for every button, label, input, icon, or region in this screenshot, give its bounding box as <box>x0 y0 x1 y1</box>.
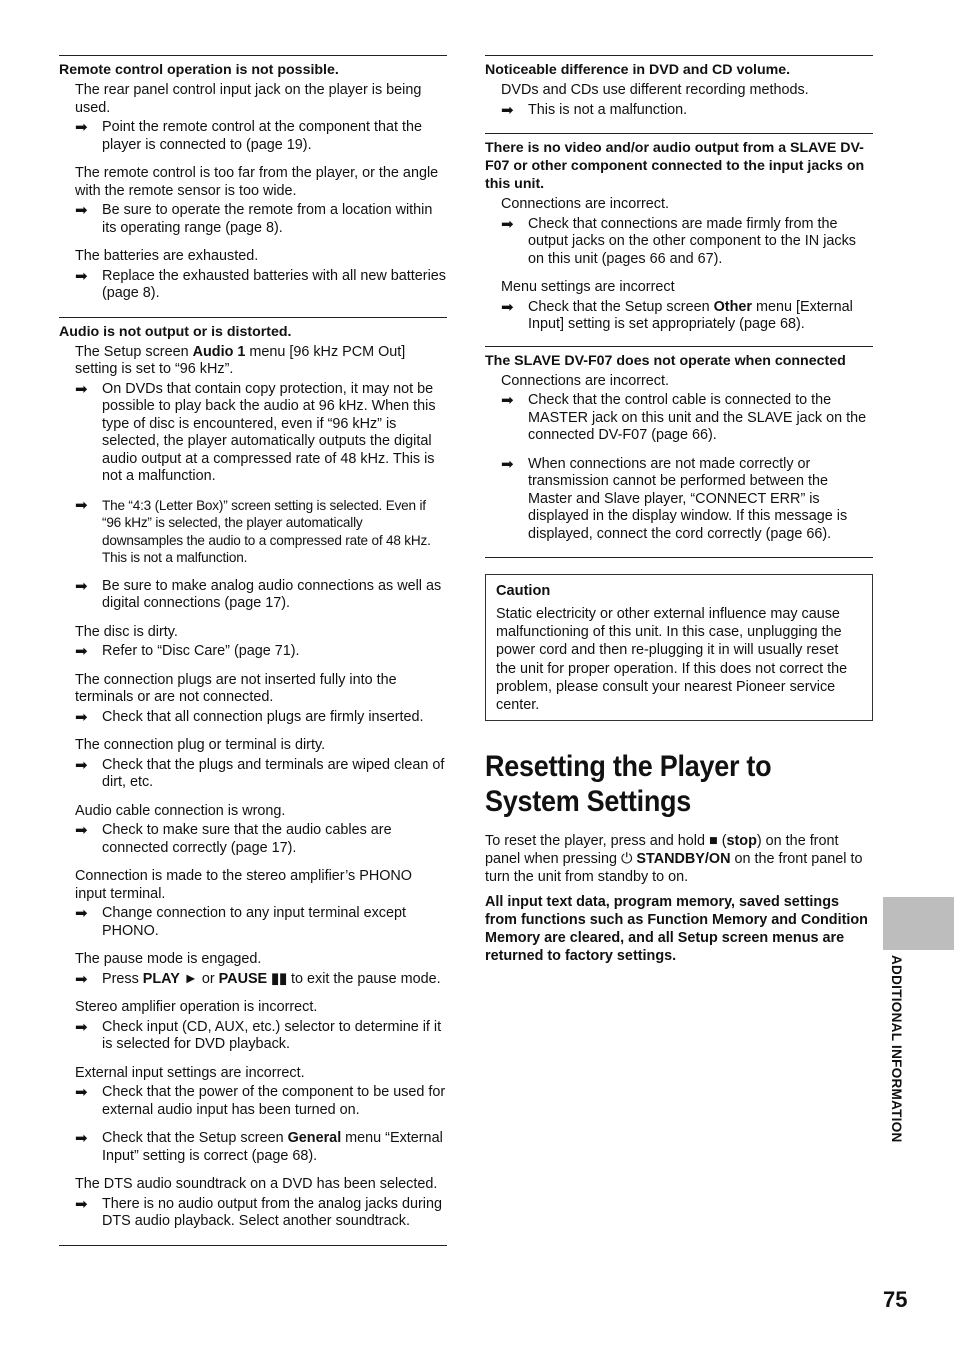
cause-text: The DTS audio soundtrack on a DVD has been selected. <box>75 1176 438 1192</box>
cause-text: The remote control is too far from the player, or the angle with the remote sensor is too wide. <box>75 165 439 199</box>
reset-instructions: To reset the player, press and hold ■ (stop) on the front panel when pressing ⏻ STANDBY/ON on the front panel to turn the unit from standby to on. <box>485 833 863 886</box>
cause-text: Audio cable connection is wrong. <box>75 802 286 819</box>
side-section-label: ADDITIONAL INFORMATION <box>889 955 904 1143</box>
cause-text: DVDs and CDs use different recording methods. <box>501 82 809 98</box>
arrow-right-icon: ➡ <box>75 970 88 988</box>
page-number: 75 <box>883 1287 908 1312</box>
solution-item: ➡ Check that the Setup screen General menu “External Input” setting is correct (page 68). <box>75 1130 443 1164</box>
solution-item: ➡ Be sure to operate the remote from a location within its operating range (page 8). <box>75 202 433 236</box>
section-slave-output <box>485 133 873 346</box>
section-remote <box>59 55 447 317</box>
solution-item: ➡ Press PLAY ► or PAUSE ▮▮ to exit the pause mode. <box>75 970 441 988</box>
arrow-right-icon: ➡ <box>75 1130 88 1147</box>
solution-item: ➡ When connections are not made correctly or transmission cannot be performed between the Master and Slave player, “CONNECT ERR” is displayed in the display window. If this message is displayed, connect the cord correctly (page 66). <box>501 455 848 542</box>
arrow-right-icon: ➡ <box>75 202 88 219</box>
arrow-right-icon: ➡ <box>501 455 514 473</box>
arrow-right-icon: ➡ <box>501 392 514 409</box>
arrow-right-icon: ➡ <box>75 1084 88 1101</box>
section-volume <box>485 55 873 133</box>
caution-text: Static electricity or other external influence may cause malfunctioning of this unit. In this case, unplugging the power cord and then re-plugging it in will usually reset the unit for proper operation. If this does not correct the problem, please consult your nearest Pioneer service center. <box>496 606 848 714</box>
cause-text: Connections are incorrect. <box>501 196 669 212</box>
arrow-right-icon: ➡ <box>75 643 88 660</box>
reset-warning: All input text data, program memory, saved settings from functions such as Function Memory and Condition Memory are cleared, and all Setup screen menus are returned to factory settings. <box>485 894 868 965</box>
solution-item: ➡ Check that the plugs and terminals are wiped clean of dirt, etc. <box>75 756 445 790</box>
solution-item: ➡ The “4:3 (Letter Box)” screen setting is selected. Even if “96 kHz” is selected, the player automatically downsamples the audio to a compressed rate of 48 kHz. This is not a malfunction. <box>75 496 431 565</box>
arrow-right-icon: ➡ <box>75 380 88 398</box>
arrow-right-icon: ➡ <box>75 756 88 774</box>
solution-item: ➡ Check that all connection plugs are firmly inserted. <box>75 708 424 726</box>
solution-item: ➡ Check input (CD, AUX, etc.) selector to determine if it is selected for DVD playback. <box>75 1018 442 1052</box>
solution-item: ➡ Point the remote control at the component that the player is connected to (page 19). <box>75 119 422 153</box>
solution-item: ➡ Check to make sure that the audio cables are connected correctly (page 17). <box>75 822 392 856</box>
play-button-label: PLAY ► <box>142 970 198 987</box>
cause-text: The connection plugs are not inserted fully into the terminals or are not connected. <box>75 671 397 705</box>
section-title: The SLAVE DV-F07 does not operate when connected <box>485 352 846 369</box>
section-slave-operate <box>485 346 873 559</box>
pause-button-label: PAUSE ▮▮ <box>218 970 287 987</box>
cause-text: Connection is made to the stereo amplifier’s PHONO input terminal. <box>75 868 412 902</box>
arrow-right-icon: ➡ <box>75 905 88 922</box>
solution-item: ➡ Check that the control cable is connected to the MASTER jack on this unit and the SLAVE jack on the connected DV-F07 (page 66). <box>501 392 867 443</box>
arrow-right-icon: ➡ <box>75 822 88 839</box>
solution-item: ➡ Be sure to make analog audio connections as well as digital connections (page 17). <box>75 577 442 611</box>
section-title: There is no video and/or audio output from a SLAVE DV-F07 or other component connected to the input jacks on this unit. <box>485 140 865 192</box>
solution-item: ➡ Check that the power of the component to be used for external audio input has been turned on. <box>75 1084 446 1118</box>
section-tab <box>883 897 954 950</box>
cause-text: External input settings are incorrect. <box>75 1064 305 1081</box>
left-column <box>59 55 447 1246</box>
cause-text: The pause mode is engaged. <box>75 951 262 967</box>
solution-item: ➡ This is not a malfunction. <box>501 101 688 119</box>
cause-text: The disc is dirty. <box>75 623 178 640</box>
arrow-right-icon: ➡ <box>75 1018 88 1036</box>
cause-text: Menu settings are incorrect <box>501 279 675 295</box>
cause-text: The rear panel control input jack on the player is being used. <box>75 82 422 116</box>
solution-item: ➡ On DVDs that contain copy protection, it may not be possible to play back the audio at 96 kHz. When this type of disc is encountered, even if “96 kHz” is selected, the player automatically outputs the digital audio output at a compressed rate of 48 kHz. This is not a malfunction. <box>75 380 436 484</box>
cause-text: The connection plug or terminal is dirty. <box>75 737 326 753</box>
arrow-right-icon: ➡ <box>75 267 88 285</box>
stop-icon: ■ <box>709 833 718 850</box>
solution-item: ➡ There is no audio output from the analog jacks during DTS audio playback. Select another soundtrack. <box>75 1195 442 1229</box>
power-icon: ⏻ <box>621 851 633 868</box>
caution-title: Caution <box>496 583 551 599</box>
caution-box <box>485 574 873 721</box>
arrow-right-icon: ➡ <box>501 215 514 233</box>
page-title: Resetting the Player to System Settings <box>485 750 772 819</box>
section-title: Noticeable difference in DVD and CD volume. <box>485 62 791 78</box>
arrow-right-icon: ➡ <box>501 298 514 316</box>
right-column <box>485 55 873 965</box>
arrow-right-icon: ➡ <box>75 708 88 726</box>
arrow-right-icon: ➡ <box>75 119 88 136</box>
solution-item: ➡ Check that the Setup screen Other menu [External Input] setting is set appropriately (page 68). <box>501 298 853 332</box>
cause-text: Connections are incorrect. <box>501 372 669 389</box>
solution-item: ➡ Change connection to any input terminal except PHONO. <box>75 905 406 939</box>
solution-item: ➡ Refer to “Disc Care” (page 71). <box>75 643 300 660</box>
arrow-right-icon: ➡ <box>75 1195 88 1213</box>
arrow-right-icon: ➡ <box>75 577 88 595</box>
cause-text: The batteries are exhausted. <box>75 248 259 264</box>
cause-text: The Setup screen Audio 1 menu [96 kHz PCM Out] setting is set to “96 kHz”. <box>75 343 406 377</box>
arrow-right-icon: ➡ <box>75 496 88 514</box>
section-audio <box>59 317 447 1246</box>
solution-item: ➡ Check that connections are made firmly from the output jacks on the other component to the IN jacks on this unit (pages 66 and 67). <box>501 215 856 267</box>
section-title: Audio is not output or is distorted. <box>59 323 292 340</box>
section-title: Remote control operation is not possible. <box>59 62 339 78</box>
solution-item: ➡ Replace the exhausted batteries with all new batteries (page 8). <box>75 267 446 301</box>
arrow-right-icon: ➡ <box>501 101 514 119</box>
cause-text: Stereo amplifier operation is incorrect. <box>75 999 318 1015</box>
